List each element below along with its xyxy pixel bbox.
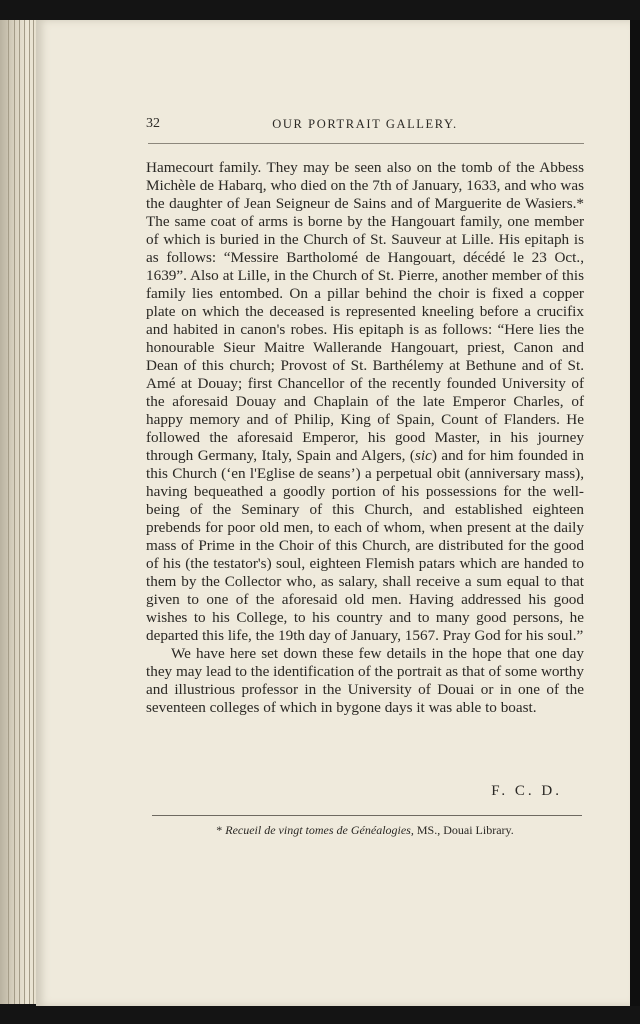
footnote-source: MS., Douai Library. bbox=[416, 823, 514, 837]
paragraph-text: Hamecourt family. They may be seen also on the tomb of the Abbess Michèle de Habarq, who died on the 7th of January, 1633, and who was the daughter of Jean Seigneur de Sains and of Marguerite de Wasiers.* The same coat of arms is borne by the Hangouart family, one member of which is buried in the Church of St. Sauveur at Lille. His epitaph is as follows: “Messire Bartholomé de Hangouart, décédé le 23 Oct., 1639”. Also at Lille, in the Church of St. Pierre, another member of this family lies entombed. On a pillar behind the choir is fixed a copper plate on which the deceased is represented kneeling before a crucifix and habited in canon's robes. His epitaph is as follows: “Here lies the honourable Sieur Maitre Wallerande Hangouart, priest, Canon and Dean of this church; Provost of St. Barthélemy at Bethune and of St. Amé at Douay; first Chancellor of the recently founded University of the aforesaid Douay and Chaplain of the late Emperor Charles, of happy memory and of Philip, King of Spain, Count of Flanders. He followed the aforesaid Emperor, his good Master, in his journey through Germany, Italy, Spain and Algers, bbox=[146, 159, 584, 464]
body-text bbox=[146, 159, 584, 717]
paragraph-text-continued: and for him founded in this Church (‘en l'Eglise de seans’) a perpetual obit (anniversary mass), having bequeathed a goodly portion of his possessions for the well-being of the Seminary of this Church, and established eighteen prebends for poor old men, to each of whom, when present at the daily mass of Prime in the Choir of this Church, are distributed for the good of his (the testator's) soul, eighteen Flemish patars which are handed to them by the Collector who, as salary, shall receive a sum equal to that given to one of the aforesaid old men. Having addressed his good wishes to his College, to his country and to many good persons, he departed this life, the 19th day of January, 1567. Pray God for his soul.” bbox=[146, 447, 584, 644]
footnote-marker: * bbox=[216, 823, 223, 837]
page-header bbox=[146, 116, 584, 134]
book-page-edges bbox=[0, 20, 40, 1004]
header-rule bbox=[148, 143, 584, 144]
page-number: 32 bbox=[146, 116, 160, 131]
paragraph: Hamecourt family. They may be seen also on the tomb of the Abbess Michèle de Habarq, who died on the 7th of January, 1633, and who was the daughter of Jean Seigneur de Sains and of Marguerite de Wasiers.* The same coat of arms is borne by the Hangouart family, one member of which is buried in the Church of St. Sauveur at Lille. His epitaph is as follows: “Messire Bartholomé de Hangouart, décédé le 23 Oct., 1639”. Also at Lille, in the Church of St. Pierre, another member of this family lies entombed. On a pillar behind the choir is fixed a copper plate on which the deceased is represented kneeling before a crucifix and habited in canon's robes. His epitaph is as follows: “Here lies the honourable Sieur Maitre Wallerande Hangouart, priest, Canon and Dean of this church; Provost of St. Barthélemy at Bethune and of St. Amé at Douay; first Chancellor of the recently founded University of the aforesaid Douay and Chaplain of the late Emperor Charles, of happy memory and of Philip, King of Spain, Count of Flanders. He followed the aforesaid Emperor, his good Master, in his journey through Germany, Italy, Spain and Algers, (sic) and for him founded in this Church (‘en l'Eglise de seans’) a perpetual obit (anniversary mass), having bequeathed a goodly portion of his possessions for the well-being of the Seminary of this Church, and established eighteen prebends for poor old men, to each of whom, when present at the daily mass of Prime in the Choir of this Church, are distributed for the good of his (the testator's) soul, eighteen Flemish patars which are handed to them by the Collector who, as salary, shall receive a sum equal to that given to one of the aforesaid old men. Having addressed his good wishes to his College, to his country and to many good persons, he departed this life, the 19th day of January, 1567. Pray God for his soul.” bbox=[146, 159, 584, 644]
footnote-rule bbox=[152, 815, 582, 816]
running-head: OUR PORTRAIT GALLERY. bbox=[272, 117, 458, 131]
author-signature: F. C. D. bbox=[491, 783, 562, 799]
paragraph-text: We have here set down these few details in the hope that one day they may lead to the identification of the portrait as that of some worthy and illustrious professor in the University of Douai or in one of the seventeen colleges of which in bygone days it was able to boast. bbox=[146, 645, 584, 716]
sic-annotation: sic bbox=[414, 447, 432, 464]
footnote-title: Recueil de vingt tomes de Généalogies, bbox=[225, 823, 414, 837]
footnote bbox=[146, 823, 584, 838]
page-right-edge bbox=[630, 20, 640, 1006]
paragraph bbox=[146, 645, 584, 717]
